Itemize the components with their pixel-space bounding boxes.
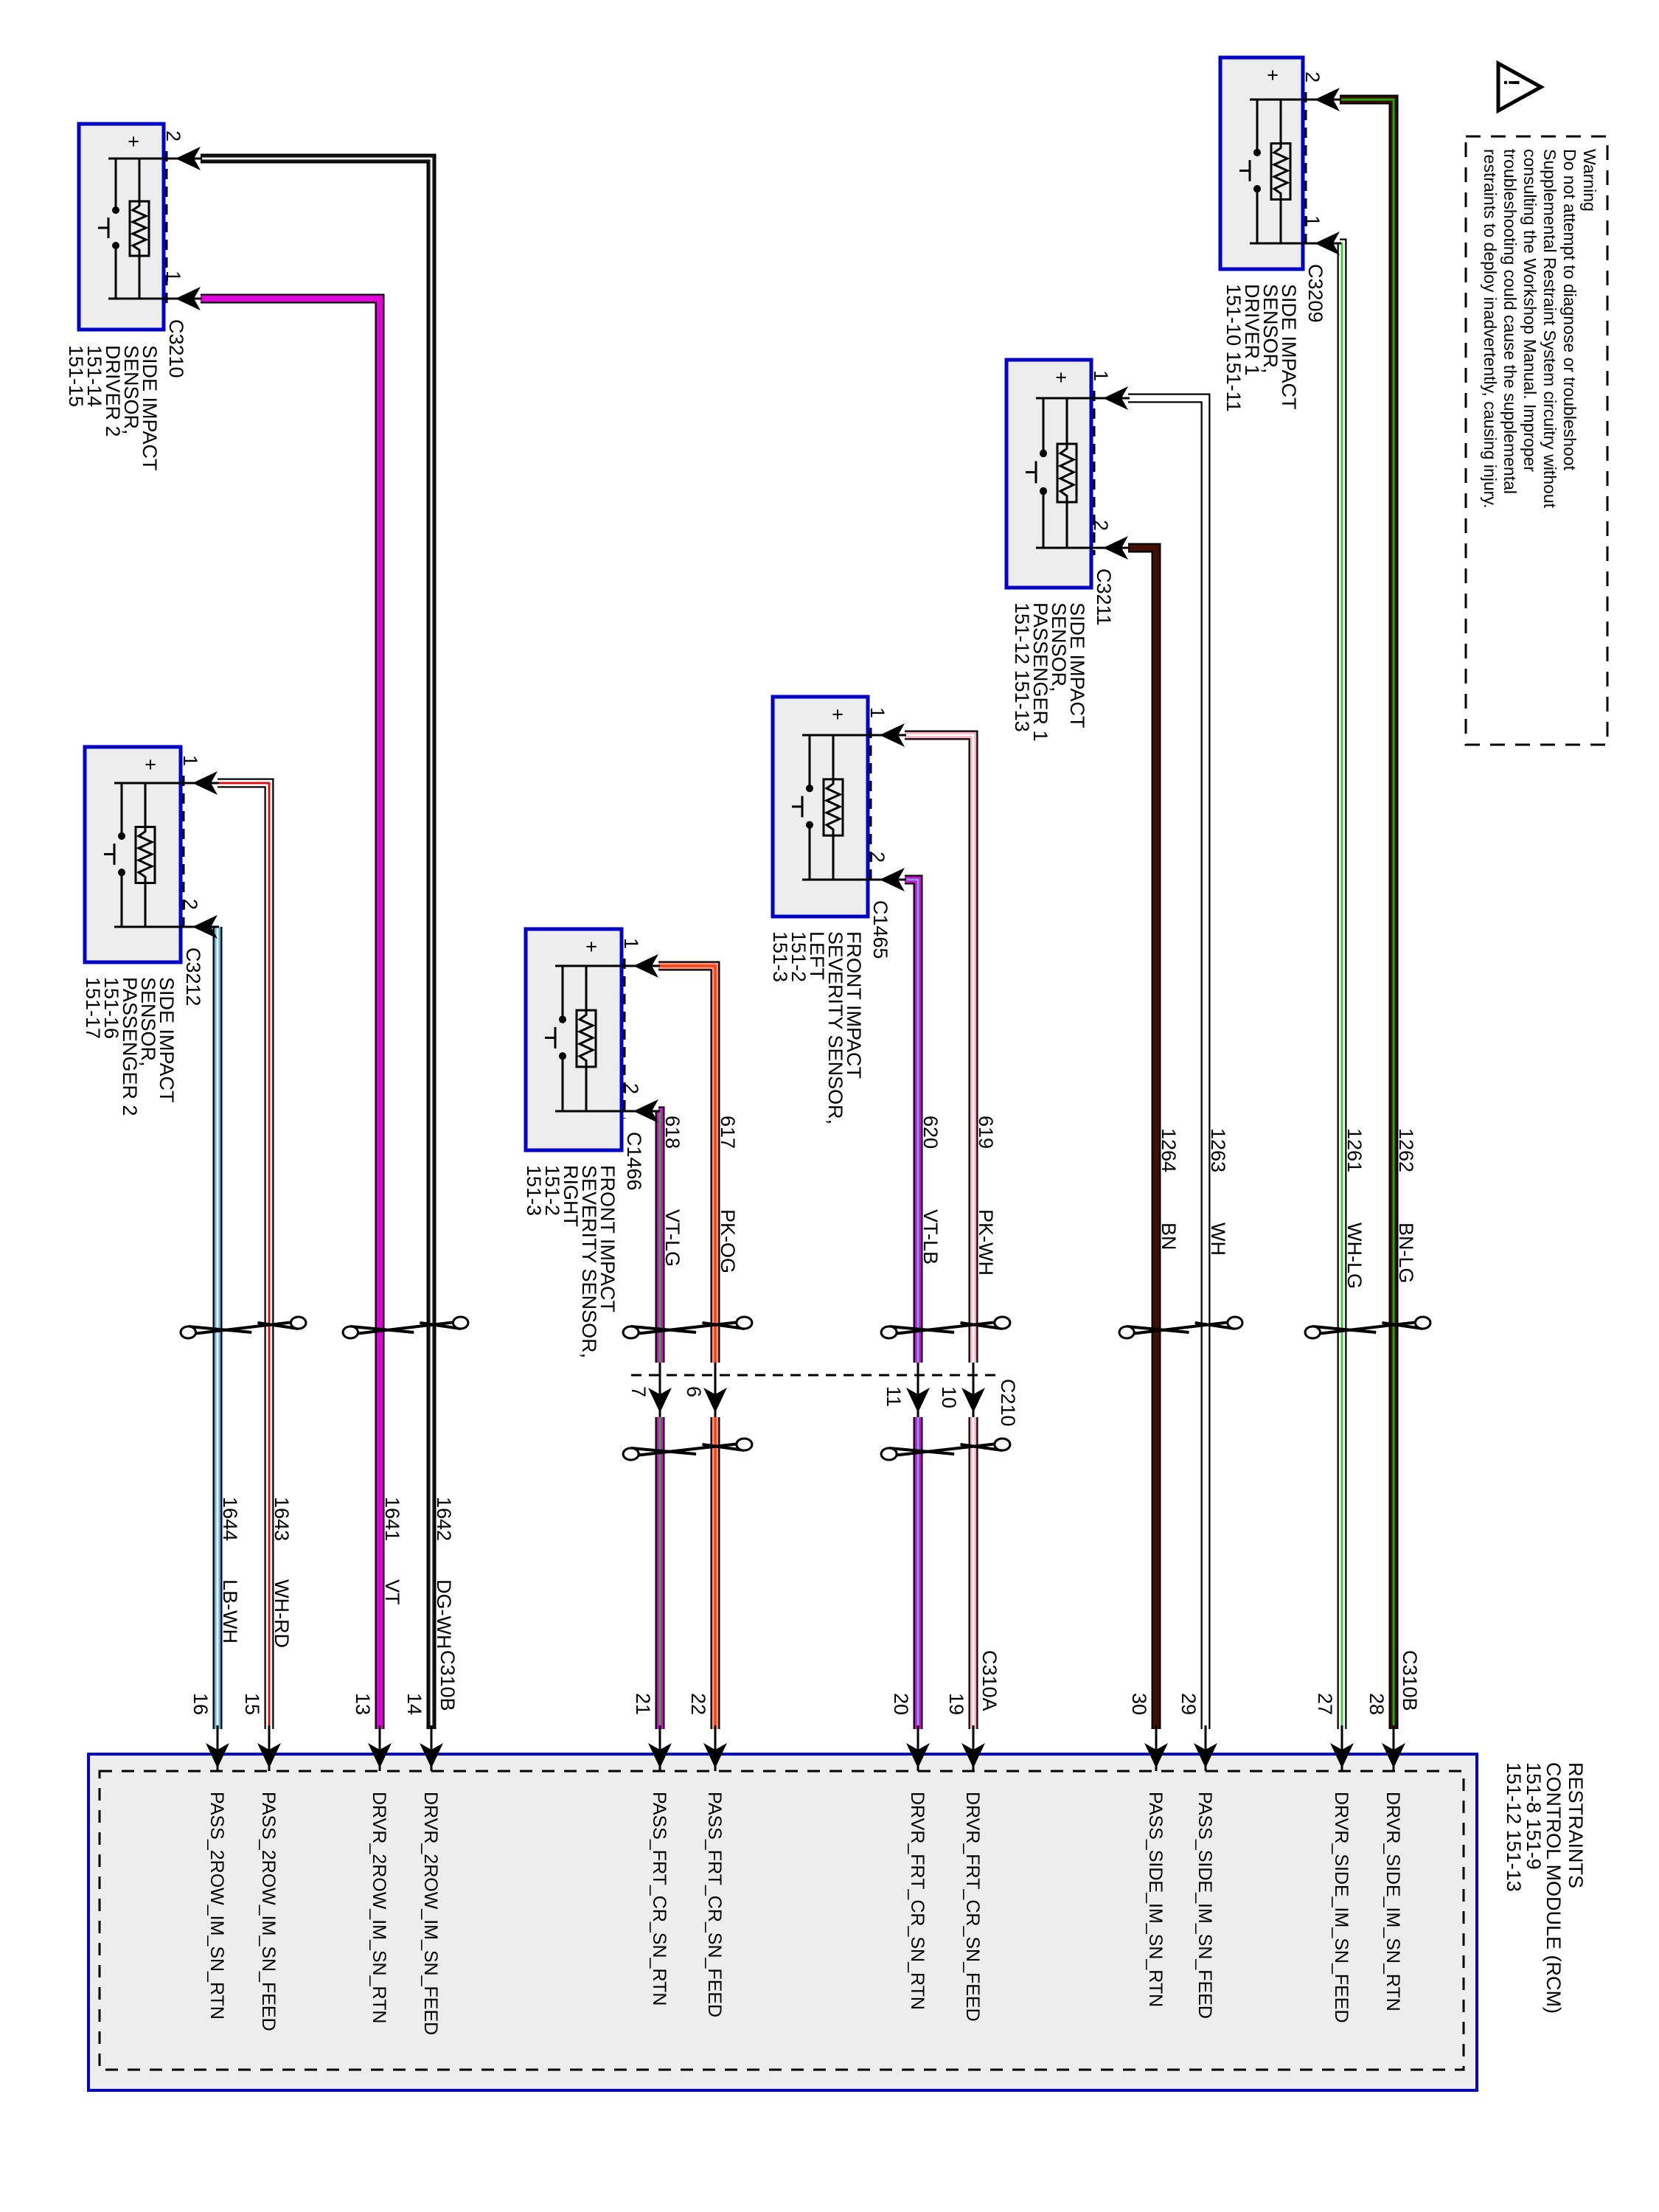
pin-number: 19 [945,1693,967,1716]
svg-text:DRIVER 1: DRIVER 1 [1241,284,1263,376]
twisted-pair-icon [623,1439,752,1460]
sensor-box [85,747,181,962]
svg-text:SENSOR,: SENSOR, [1259,284,1281,374]
wire-circuit-number: 1644 [219,1497,241,1542]
pin-number: 2 [179,899,201,911]
pin-number: 2 [1301,72,1324,83]
rcm-signal: DRVR_FRT_CR_SN_FEED [962,1792,983,2022]
wire-color-code: VT-LB [919,1209,942,1265]
wire-color-code: BN [1158,1222,1180,1251]
rcm-signal: PASS_SIDE_IM_SN_RTN [1145,1792,1166,2008]
pin-number: 29 [1178,1693,1200,1716]
warning-text [1481,149,1599,509]
pin-number: 1 [162,271,184,282]
connector-label: C1466 [623,1132,645,1191]
pin-number: 30 [1128,1693,1150,1716]
sensor-c3210 [65,124,202,471]
connector-label: C310B [437,1650,459,1711]
sensor-c1466 [523,929,660,1358]
sensor-label [65,345,161,471]
pin-number: 27 [1314,1693,1336,1716]
sensor-plus-sign: + [139,759,161,771]
pin-number: 13 [352,1693,374,1716]
svg-text:151-2: 151-2 [787,931,810,983]
wire-circuit-number: 1264 [1158,1128,1180,1173]
pin-number: 22 [687,1693,709,1716]
rcm-signal: DRVR_FRT_CR_SN_RTN [907,1792,928,2010]
sensor-c3212 [82,747,219,1116]
pin-number: 1 [1301,215,1324,227]
wire-color-code: WH [1207,1222,1229,1256]
warning-exclamation: ! [1499,79,1523,86]
svg-text:SIDE IMPACT: SIDE IMPACT [139,345,161,471]
svg-text:SEVERITY SENSOR,: SEVERITY SENSOR, [824,931,846,1125]
wire-1264-bn [1128,548,1156,1729]
connector-label: C3211 [1093,568,1115,626]
rcm-signal: DRVR_2ROW_IM_SN_RTN [369,1792,389,2024]
rcm-signal: PASS_2ROW_IM_SN_FEED [258,1792,279,2031]
sensor-plus-sign: + [580,941,602,953]
wire-color-code: VT [381,1579,403,1605]
pin-number: 16 [189,1693,212,1716]
svg-text:SENSOR,: SENSOR, [1048,602,1070,692]
wire-color-code: DG-WH [433,1579,455,1649]
svg-text:RESTRAINTS: RESTRAINTS [1565,1762,1587,1889]
svg-text:Supplemental Restraint System: Supplemental Restraint System circuitry without [1540,149,1559,509]
pin-number: 2 [162,131,184,142]
twisted-pair-markers [181,1317,1430,1460]
pin-number: 28 [1366,1693,1388,1716]
sensor-plus-sign: + [827,709,849,720]
sensor-label [769,931,865,1124]
connector-label: C310B [1399,1650,1421,1711]
pin-number: 20 [890,1693,912,1716]
wire-labels [219,1116,1417,1649]
svg-text:151-14: 151-14 [83,345,105,408]
wire-1261-wh-lg [1340,243,1342,1729]
svg-text:SIDE IMPACT: SIDE IMPACT [1278,284,1300,410]
svg-text:151-17: 151-17 [82,977,104,1040]
sensor-label [82,977,178,1116]
pin-number: 10 [938,1386,960,1409]
wire-color-code: LB-WH [219,1579,241,1644]
sensor-label [1011,602,1088,742]
pin-number: 2 [1090,520,1112,532]
svg-text:151-15: 151-15 [65,345,87,408]
svg-text:SEVERITY SENSOR,: SEVERITY SENSOR, [578,1165,600,1359]
warning-triangle-icon [1498,63,1541,111]
twisted-pair-icon [1119,1317,1242,1338]
twisted-pair-icon [1305,1317,1430,1338]
pin-number: 6 [683,1386,705,1398]
svg-text:DRIVER 2: DRIVER 2 [102,345,124,437]
svg-text:PASSENGER 2: PASSENGER 2 [119,977,141,1116]
wire-circuit-number: 1643 [271,1497,293,1542]
svg-text:SENSOR,: SENSOR, [120,345,142,435]
connector-label: C210 [997,1379,1019,1427]
connector-label: C3209 [1304,264,1326,323]
twisted-pair-icon [881,1317,1010,1338]
svg-text:151-12 151-13: 151-12 151-13 [1503,1762,1525,1892]
svg-text:Do not attempt to diagnose or: Do not attempt to diagnose or troubleshoot [1560,149,1579,471]
svg-text:151-3: 151-3 [523,1165,545,1217]
rcm-signal: PASS_FRT_CR_SN_RTN [649,1792,669,2006]
svg-text:FRONT IMPACT: FRONT IMPACT [843,931,865,1079]
connector-label: C1465 [869,900,891,959]
pin-number: 15 [241,1693,263,1716]
connector-label: C3212 [182,947,204,1006]
wire-circuit-number: 1261 [1343,1128,1366,1173]
svg-text:SIDE IMPACT: SIDE IMPACT [156,977,178,1103]
wire-620-vt-lb [905,880,918,1729]
wire-circuit-number: 617 [717,1116,739,1150]
svg-text:SENSOR,: SENSOR, [137,977,159,1067]
wire-circuit-number: 618 [661,1116,684,1150]
rcm-signal: DRVR_SIDE_IM_SN_FEED [1331,1792,1352,2023]
rcm-signal: DRVR_2ROW_IM_SN_FEED [420,1792,441,2036]
twisted-pair-icon [343,1317,468,1338]
connector-label: C310A [978,1650,1001,1711]
svg-text:LEFT: LEFT [806,931,828,981]
sensor-plus-sign: + [1050,372,1072,383]
wire-circuit-number: 1263 [1207,1128,1229,1173]
wire-1262-bn-lg [1340,100,1394,1729]
svg-text:troubleshooting could cause th: troubleshooting could cause the supplemental [1500,149,1520,494]
pin-number: 1 [866,707,888,719]
sensor-c3209 [1220,58,1341,412]
svg-text:SIDE IMPACT: SIDE IMPACT [1066,602,1088,728]
svg-text:151-8 151-9: 151-8 151-9 [1523,1762,1545,1870]
warning-note [1466,63,1607,745]
pin-number: 1 [1090,370,1112,382]
svg-text:PASSENGER 1: PASSENGER 1 [1029,602,1051,742]
rcm-box [88,1754,1477,2090]
rcm-signal: PASS_2ROW_IM_SN_RTN [206,1792,227,2020]
pin-number: 21 [632,1693,654,1716]
wire-color-code: BN-LG [1395,1222,1417,1284]
svg-text:151-12 151-13: 151-12 151-13 [1011,602,1033,732]
wire-617-pk-og [658,966,715,1729]
rcm-signal: DRVR_SIDE_IM_SN_RTN [1382,1792,1403,2011]
wire-color-code: PK-OG [717,1209,739,1274]
svg-text:Warning: Warning [1580,149,1599,212]
wire-circuit-number: 620 [919,1116,942,1150]
pin-number: 11 [883,1386,905,1408]
svg-text:151-2: 151-2 [541,1165,563,1217]
pin-number: 14 [403,1693,425,1716]
pin-number: 1 [179,755,201,767]
twisted-pair-icon [881,1439,1010,1460]
sensor-box [526,929,622,1150]
sensor-label [523,1165,619,1358]
wire-circuit-number: 1262 [1395,1128,1417,1173]
restraints-control-module [88,1650,1587,2090]
wire-circuit-number: 1641 [381,1497,403,1542]
rcm-signal: PASS_SIDE_IM_SN_FEED [1194,1792,1215,2019]
sensor-label [1222,284,1300,412]
wire-color-code: WH-RD [271,1579,293,1648]
pin-number: 7 [627,1386,650,1398]
wire-circuit-number: 1642 [433,1497,455,1542]
rcm-title [1503,1762,1587,2014]
wire-1263-wh [1128,398,1206,1729]
svg-text:restraints to deploy inadverte: restraints to deploy inadvertently, causing injury. [1481,149,1500,509]
svg-text:CONTROL MODULE (RCM): CONTROL MODULE (RCM) [1543,1762,1565,2014]
wire-1642-dg-wh [201,159,431,1729]
svg-text:151-3: 151-3 [769,931,791,983]
connector-label: C3210 [165,319,187,378]
svg-text:FRONT IMPACT: FRONT IMPACT [597,1165,619,1312]
sensor-c3211 [1006,360,1130,742]
wire-color-code: PK-WH [975,1209,997,1276]
svg-text:151-16: 151-16 [100,977,122,1040]
sensor-box [773,697,868,917]
sensor-c1465 [769,697,906,1124]
svg-text:consulting the Workshop Manual: consulting the Workshop Manual. Improper [1520,149,1540,473]
wire-618-vt-lg [658,1111,660,1729]
twisted-pair-icon [623,1317,752,1338]
pin-number: 2 [866,852,888,863]
pin-number: 1 [620,938,642,950]
svg-text:RIGHT: RIGHT [560,1165,582,1227]
connector-c210 [627,1363,1019,1427]
wire-color-code: WH-LG [1343,1222,1366,1289]
sensor-plus-sign: + [1262,69,1284,81]
wire-circuit-number: 619 [975,1116,997,1150]
wire-color-code: VT-LG [661,1209,684,1267]
twisted-pair-icon [181,1317,306,1338]
pin-number: 2 [620,1083,642,1095]
sensor-box [1006,360,1091,588]
svg-text:151-10 151-11: 151-10 151-11 [1222,284,1245,412]
sensor-plus-sign: + [122,136,145,147]
rcm-signal: PASS_FRT_CR_SN_FEED [704,1792,725,2018]
